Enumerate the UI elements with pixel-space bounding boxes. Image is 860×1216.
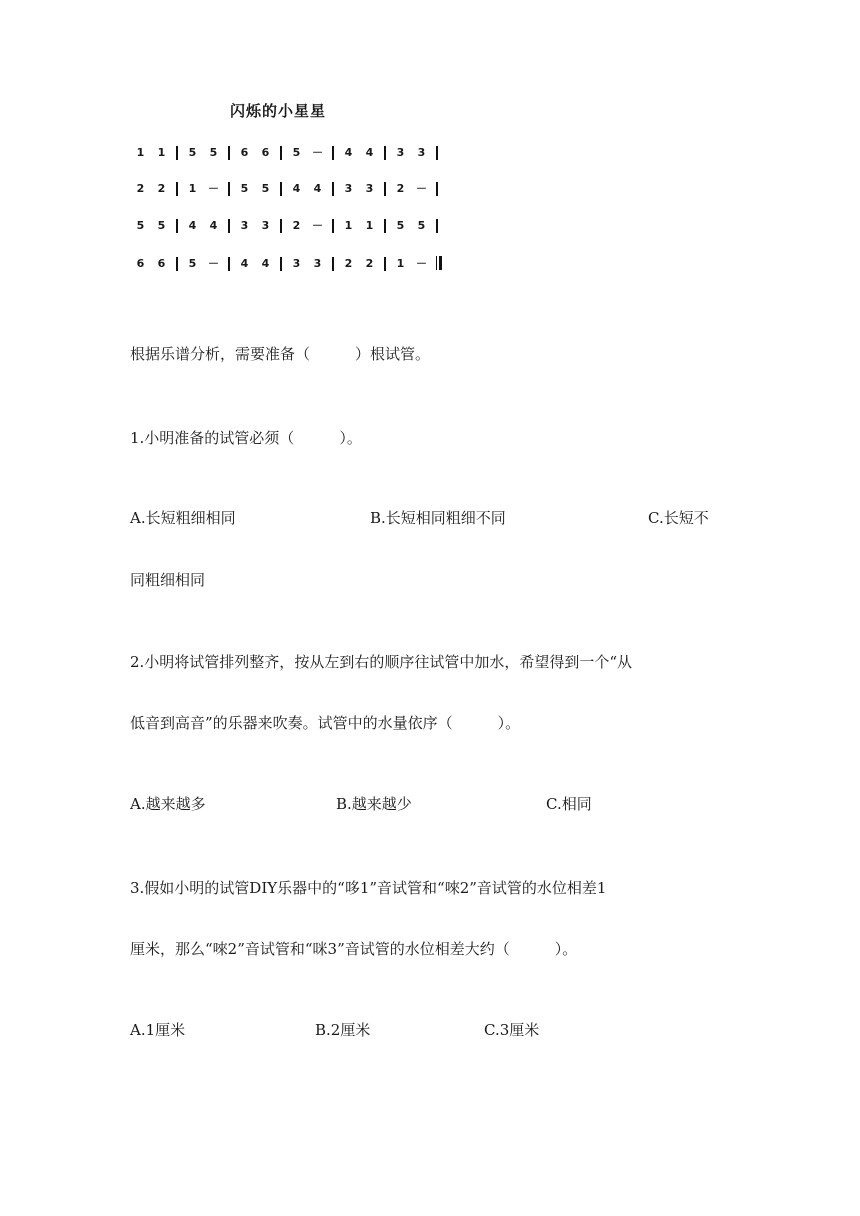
question-3-option-b: B.2厘米 [315,1021,371,1039]
intro-question: 根据乐谱分析，需要准备（ ）根试管。 [130,345,431,363]
dash-note: － [312,219,323,232]
bar-line [176,219,178,233]
note: 4 [365,146,374,159]
bar-line [384,146,386,160]
question-1-option-a: A.长短粗细相同 [130,509,236,527]
dash-note: － [208,182,219,195]
note: 3 [292,257,301,270]
score-line-2 [130,180,442,200]
note: 1 [188,182,197,195]
note: 1 [365,219,374,232]
note: 4 [261,257,270,270]
note: 4 [292,182,301,195]
bar-line [280,146,282,160]
bar-line [280,219,282,233]
note: 3 [313,257,322,270]
final-bar-line [436,256,442,273]
dash-note: － [416,182,427,195]
note: 3 [417,146,426,159]
note: 6 [136,257,145,270]
bar-line [436,219,438,233]
bar-line [228,182,230,196]
note: 5 [209,146,218,159]
bar-line [228,219,230,233]
note: 5 [292,146,301,159]
bar-line [384,257,386,271]
note: 5 [240,182,249,195]
note: 1 [396,257,405,270]
note: 2 [136,182,145,195]
note: 3 [240,219,249,232]
question-1-option-c-wrap: 同粗细相同 [130,571,206,589]
bar-line [176,182,178,196]
note: 4 [188,219,197,232]
question-3-stem-line-2: 厘米，那么“唻2”音试管和“咪3”音试管的水位相差大约（ ）。 [130,940,578,958]
note: 3 [344,182,353,195]
note: 4 [313,182,322,195]
note: 5 [417,219,426,232]
note: 6 [240,146,249,159]
note: 1 [344,219,353,232]
bar-line [332,182,334,196]
dash-note: － [312,146,323,159]
score-line-4 [130,255,442,275]
note: 6 [261,146,270,159]
bar-line [332,219,334,233]
bar-line [384,219,386,233]
question-3-stem-line-1: 3.假如小明的试管DIY乐器中的“哆1”音试管和“唻2”音试管的水位相差1 [130,879,607,897]
note: 2 [396,182,405,195]
bar-line [176,257,178,271]
bar-line [228,257,230,271]
note: 2 [365,257,374,270]
note: 5 [188,257,197,270]
note: 5 [157,219,166,232]
bar-line [332,257,334,271]
question-2-option-b: B.越来越少 [336,795,412,813]
question-3-option-c: C.3厘米 [484,1021,540,1039]
question-2-stem-line-2: 低音到高音”的乐器来吹奏。试管中的水量依序（ ）。 [130,714,521,732]
score-line-1 [130,144,442,164]
bar-line [436,146,438,160]
note: 4 [344,146,353,159]
note: 6 [157,257,166,270]
score-title: 闪烁的小星星 [230,102,327,120]
note: 1 [157,146,166,159]
question-2-option-c: C.相同 [546,795,592,813]
bar-line [332,146,334,160]
note: 5 [396,219,405,232]
bar-line [280,257,282,271]
bar-line [384,182,386,196]
question-1-option-c: C.长短不 [648,509,709,527]
bar-line [176,146,178,160]
bar-line [436,182,438,196]
note: 2 [344,257,353,270]
score-line-3 [130,217,442,237]
note: 4 [240,257,249,270]
note: 3 [261,219,270,232]
question-2-stem-line-1: 2.小明将试管排列整齐，按从左到右的顺序往试管中加水，希望得到一个“从 [130,653,632,671]
dash-note: － [208,257,219,270]
note: 5 [261,182,270,195]
note: 4 [209,219,218,232]
question-2-option-a: A.越来越多 [130,795,206,813]
note: 2 [157,182,166,195]
question-1-option-b: B.长短相同粗细不同 [370,509,506,527]
note: 3 [396,146,405,159]
note: 2 [292,219,301,232]
dash-note: － [416,257,427,270]
note: 3 [365,182,374,195]
note: 5 [136,219,145,232]
question-3-option-a: A.1厘米 [130,1021,186,1039]
question-1-stem: 1.小明准备的试管必须（ ）。 [130,429,362,447]
bar-line [228,146,230,160]
bar-line [280,182,282,196]
note: 1 [136,146,145,159]
note: 5 [188,146,197,159]
